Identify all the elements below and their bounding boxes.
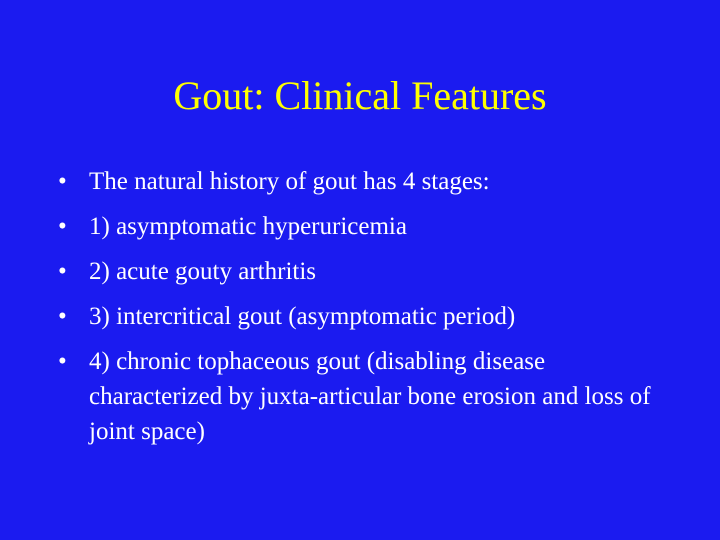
bullet-list <box>58 164 678 459</box>
bullet-icon: • <box>58 348 67 375</box>
bullet-icon: • <box>58 258 67 285</box>
bullet-icon: • <box>58 303 67 330</box>
bullet-item-1 <box>58 164 678 199</box>
bullet-text: 4) chronic tophaceous gout (disabling disease characterized by juxta-articular bone erosion and loss of joint space) <box>89 348 651 445</box>
bullet-icon: • <box>58 168 67 195</box>
bullet-item-4 <box>58 299 678 334</box>
bullet-text: 1) asymptomatic hyperuricemia <box>89 213 407 240</box>
bullet-item-3 <box>58 254 678 289</box>
slide-title: Gout: Clinical Features <box>173 73 547 118</box>
bullet-text: The natural history of gout has 4 stages: <box>89 168 490 195</box>
bullet-item-2 <box>58 209 678 244</box>
bullet-text: 3) intercritical gout (asymptomatic period) <box>89 303 516 330</box>
bullet-item-5 <box>58 344 678 449</box>
bullet-icon: • <box>58 213 67 240</box>
bullet-text: 2) acute gouty arthritis <box>89 258 317 285</box>
